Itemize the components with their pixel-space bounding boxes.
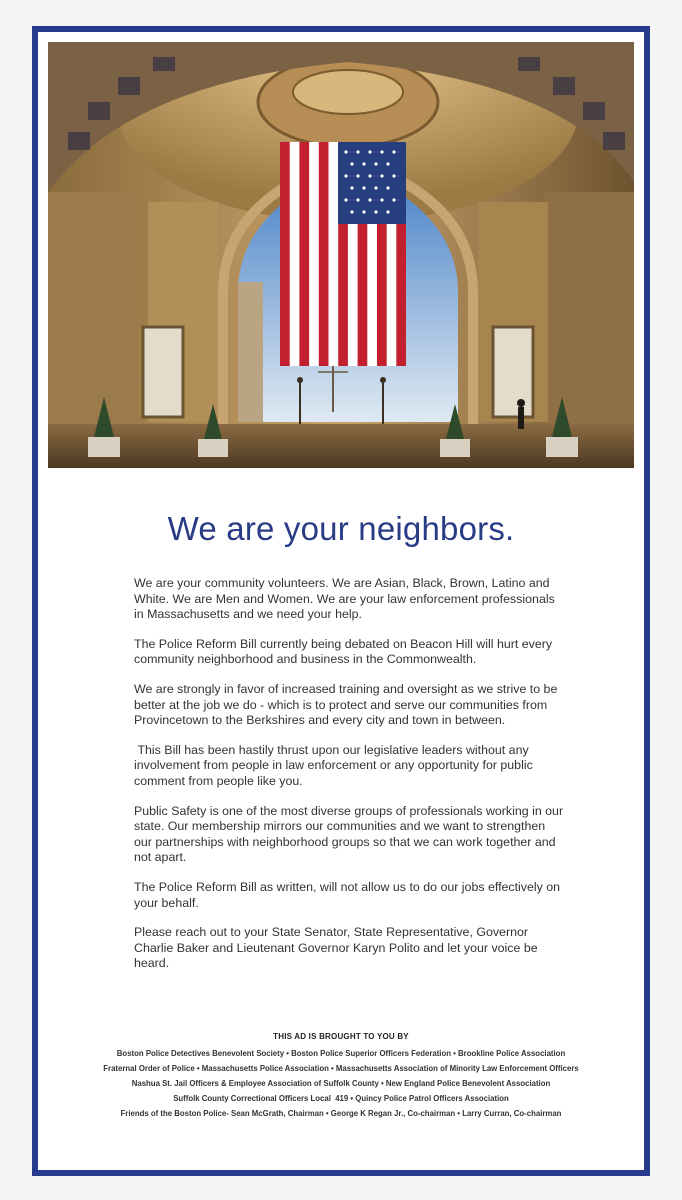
headline: We are your neighbors. [167, 510, 515, 547]
paragraph: The Police Reform Bill currently being debated on Beacon Hill will hurt every community neighborhood and business in the Commonwealth. [134, 636, 553, 667]
sponsor-line: Boston Police Detectives Benevolent Society • Boston Police Superior Officers Federation • Brookline Police Association [116, 1049, 566, 1058]
paragraph: Public Safety is one of the most diverse groups of professionals working in our state. Our membership mirrors our communities and we want to strengthen our partnerships with neighborhood groups so that we can work together and not apart. [134, 803, 564, 865]
paragraph: We are strongly in favor of increased training and oversight as we strive to be better at the job we do - which is to protect and serve our communities from Provincetown to the Berkshires and every city and town in between. [134, 681, 558, 728]
sponsors-intro: THIS AD IS BROUGHT TO YOU BY [273, 1032, 409, 1041]
paragraph: We are your community volunteers. We are Asian, Black, Brown, Latino and White. We are Men and Women. We are your law enforcement professionals in Massachusetts and we need your help. [134, 576, 555, 622]
sponsor-line: Friends of the Boston Police- Sean McGrath, Chairman • George K Regan Jr., Co-chairman • Larry Curran, Co-chairman [120, 1109, 562, 1118]
body-copy [134, 576, 564, 986]
sponsor-line: Nashua St. Jail Officers & Employee Association of Suffolk County • New England Police Benevolent Association [131, 1079, 551, 1088]
archway-illustration [48, 42, 634, 468]
sponsor-line: Suffolk County Correctional Officers Local 419 • Quincy Police Patrol Officers Association [173, 1094, 509, 1103]
sponsor-line: Fraternal Order of Police • Massachusetts Police Association • Massachusetts Association of Minority Law Enforcement Officers [103, 1064, 579, 1073]
paragraph: Please reach out to your State Senator, State Representative, Governor Charlie Baker and Lieutenant Governor Karyn Polito and let your voice be heard. [134, 925, 538, 971]
sponsors-footer [38, 1032, 644, 1121]
flag-archway-photo [48, 42, 634, 468]
american-flag-icon [280, 142, 406, 366]
ad-frame [32, 26, 650, 1176]
paragraph: This Bill has been hastily thrust upon our legislative leaders without any involvement from people in law enforcement or any opportunity for public comment from people like you. [134, 742, 537, 788]
paragraph: The Police Reform Bill as written, will not allow us to do our jobs effectively on your behalf. [134, 879, 561, 910]
